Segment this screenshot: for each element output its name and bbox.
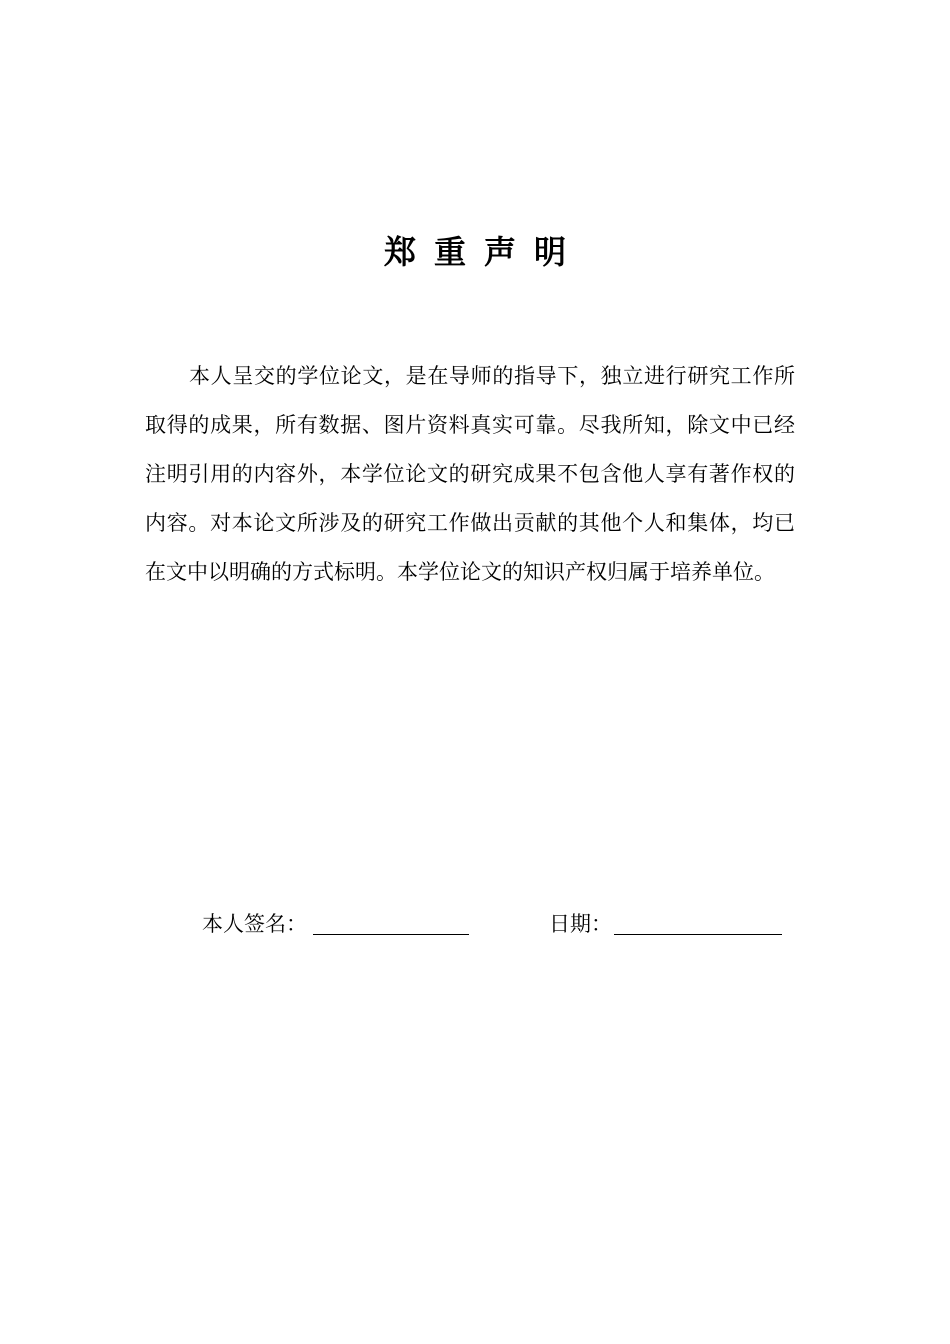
- date-field[interactable]: [614, 934, 782, 935]
- declaration-body: 本人呈交的学位论文，是在导师的指导下，独立进行研究工作所取得的成果，所有数据、图片资料真实可靠。尽我所知，除文中已经注明引用的内容外，本学位论文的研究成果不包含他人享有著作权的内容。对本论文所涉及的研究工作做出贡献的其他个人和集体，均已在文中以明确的方式标明。本学位论文的知识产权归属于培养单位。: [145, 364, 795, 584]
- signature-field[interactable]: [313, 934, 469, 935]
- page-title: 郑重声明: [383, 233, 584, 271]
- signature-row: [0, 906, 950, 946]
- date-label: 日期：: [549, 912, 612, 936]
- signature-label: 本人签名：: [202, 912, 307, 936]
